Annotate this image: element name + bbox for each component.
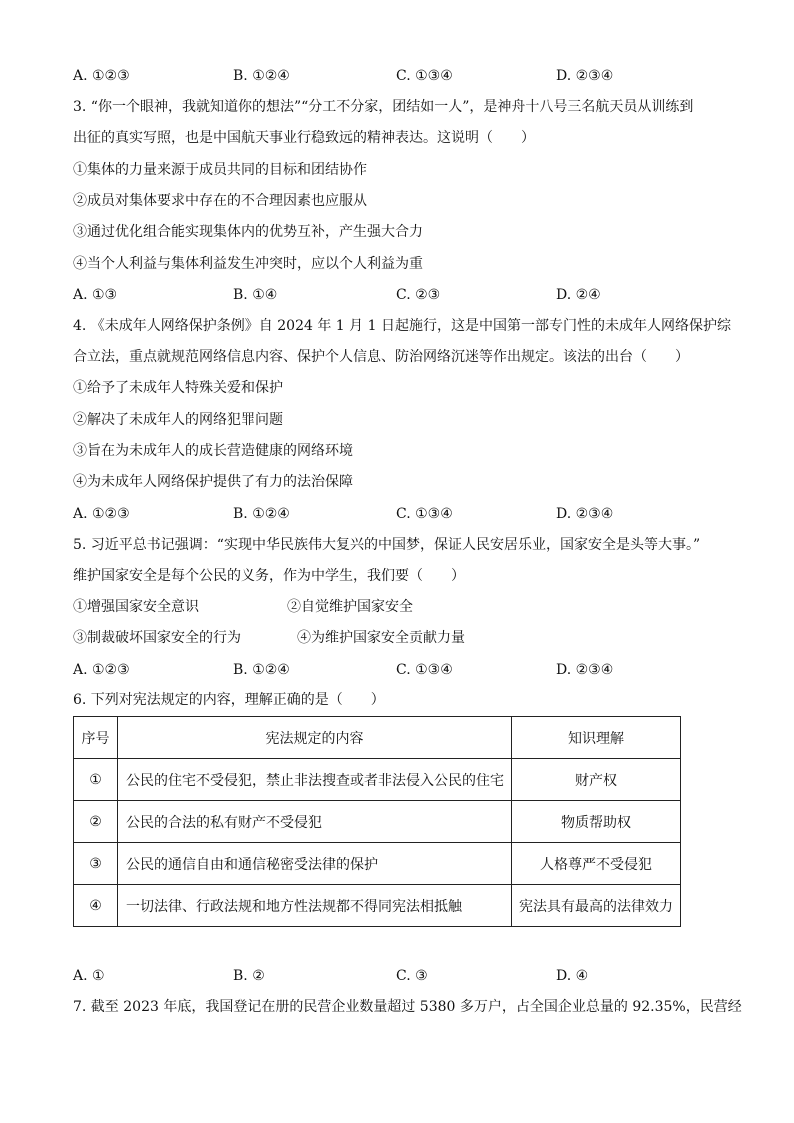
q5-option-b: B. ①②④ xyxy=(233,662,290,678)
table-header-cell: 知识理解 xyxy=(512,717,681,759)
q3-stem-line2: 出征的真实写照，也是中国航天事业行稳致远的精神表达。这说明（ ） xyxy=(73,130,535,146)
q6-option-c: C. ③ xyxy=(396,968,428,984)
table-cell: 一切法律、行政法规和地方性法规都不得同宪法相抵触 xyxy=(118,885,512,927)
q5-item-1: ①增强国家安全意识 xyxy=(73,599,199,615)
table-cell: 物质帮助权 xyxy=(512,801,681,843)
q4-option-a: A. ①②③ xyxy=(73,506,130,522)
q5-option-c: C. ①③④ xyxy=(396,662,453,678)
table-cell: ② xyxy=(74,801,118,843)
table-cell: 公民的合法的私有财产不受侵犯 xyxy=(118,801,512,843)
table-row xyxy=(74,885,681,927)
q4-option-c: C. ①③④ xyxy=(396,506,453,522)
q6-option-d: D. ④ xyxy=(556,968,589,984)
table-cell: 公民的住宅不受侵犯，禁止非法搜查或者非法侵入公民的住宅 xyxy=(118,759,512,801)
q4-stem-line2: 合立法，重点就规范网络信息内容、保护个人信息、防治网络沉迷等作出规定。该法的出台（ ） xyxy=(73,349,689,365)
q5-option-a: A. ①②③ xyxy=(73,662,130,678)
q3-option-a: A. ①③ xyxy=(73,287,118,303)
q3-item-3: ③通过优化组合能实现集体内的优势互补，产生强大合力 xyxy=(73,224,423,240)
table-header-row xyxy=(74,717,681,759)
table-cell: 公民的通信自由和通信秘密受法律的保护 xyxy=(118,843,512,885)
table-header-cell: 序号 xyxy=(74,717,118,759)
q7-stem-line1: 7. 截至 2023 年底，我国登记在册的民营企业数量超过 5380 多万户，占全国企业总量的 92.35%，民营经 xyxy=(73,999,742,1015)
table-header-cell: 宪法规定的内容 xyxy=(118,717,512,759)
q2-option-a: A. ①②③ xyxy=(73,68,130,84)
q5-stem-line2: 维护国家安全是每个公民的义务，作为中学生，我们要（ ） xyxy=(73,568,465,584)
table-cell: 人格尊严不受侵犯 xyxy=(512,843,681,885)
table-cell: ① xyxy=(74,759,118,801)
q5-item-4: ④为维护国家安全贡献力量 xyxy=(297,630,465,646)
q6-option-a: A. ① xyxy=(73,968,105,984)
q5-option-d: D. ②③④ xyxy=(556,662,614,678)
table-cell: ④ xyxy=(74,885,118,927)
q5-item-3: ③制裁破坏国家安全的行为 xyxy=(73,630,241,646)
table-cell: 宪法具有最高的法律效力 xyxy=(512,885,681,927)
q4-item-4: ④为未成年人网络保护提供了有力的法治保障 xyxy=(73,474,353,490)
q3-stem-line1: 3. “你一个眼神，我就知道你的想法”“分工不分家，团结如一人”，是神舟十八号三名航天员从训练到 xyxy=(73,99,694,115)
q5-item-2: ②自觉维护国家安全 xyxy=(287,599,413,615)
q4-option-b: B. ①②④ xyxy=(233,506,290,522)
q3-option-d: D. ②④ xyxy=(556,287,601,303)
q4-item-3: ③旨在为未成年人的成长营造健康的网络环境 xyxy=(73,443,353,459)
q2-option-c: C. ①③④ xyxy=(396,68,453,84)
q3-option-b: B. ①④ xyxy=(233,287,278,303)
q4-item-2: ②解决了未成年人的网络犯罪问题 xyxy=(73,412,283,428)
q4-stem-line1: 4. 《未成年人网络保护条例》自 2024 年 1 月 1 日起施行，这是中国第一部专门性的未成年人网络保护综 xyxy=(73,318,731,334)
table-row xyxy=(74,759,681,801)
q3-item-4: ④当个人利益与集体利益发生冲突时，应以个人利益为重 xyxy=(73,256,423,272)
table-row xyxy=(74,843,681,885)
table-row xyxy=(74,801,681,843)
q4-item-1: ①给予了未成年人特殊关爱和保护 xyxy=(73,380,283,396)
q2-option-d: D. ②③④ xyxy=(556,68,614,84)
table-cell: ③ xyxy=(74,843,118,885)
q6-stem: 6. 下列对宪法规定的内容，理解正确的是（ ） xyxy=(73,692,385,708)
q3-option-c: C. ②③ xyxy=(396,287,441,303)
q3-item-1: ①集体的力量来源于成员共同的目标和团结协作 xyxy=(73,162,367,178)
q6-table xyxy=(73,716,681,927)
q6-option-b: B. ② xyxy=(233,968,265,984)
q5-stem-line1: 5. 习近平总书记强调：“实现中华民族伟大复兴的中国梦，保证人民安居乐业，国家安全是头等大事。” xyxy=(73,537,701,553)
q4-option-d: D. ②③④ xyxy=(556,506,614,522)
table-cell: 财产权 xyxy=(512,759,681,801)
q2-option-b: B. ①②④ xyxy=(233,68,290,84)
q3-item-2: ②成员对集体要求中存在的不合理因素也应服从 xyxy=(73,193,367,209)
